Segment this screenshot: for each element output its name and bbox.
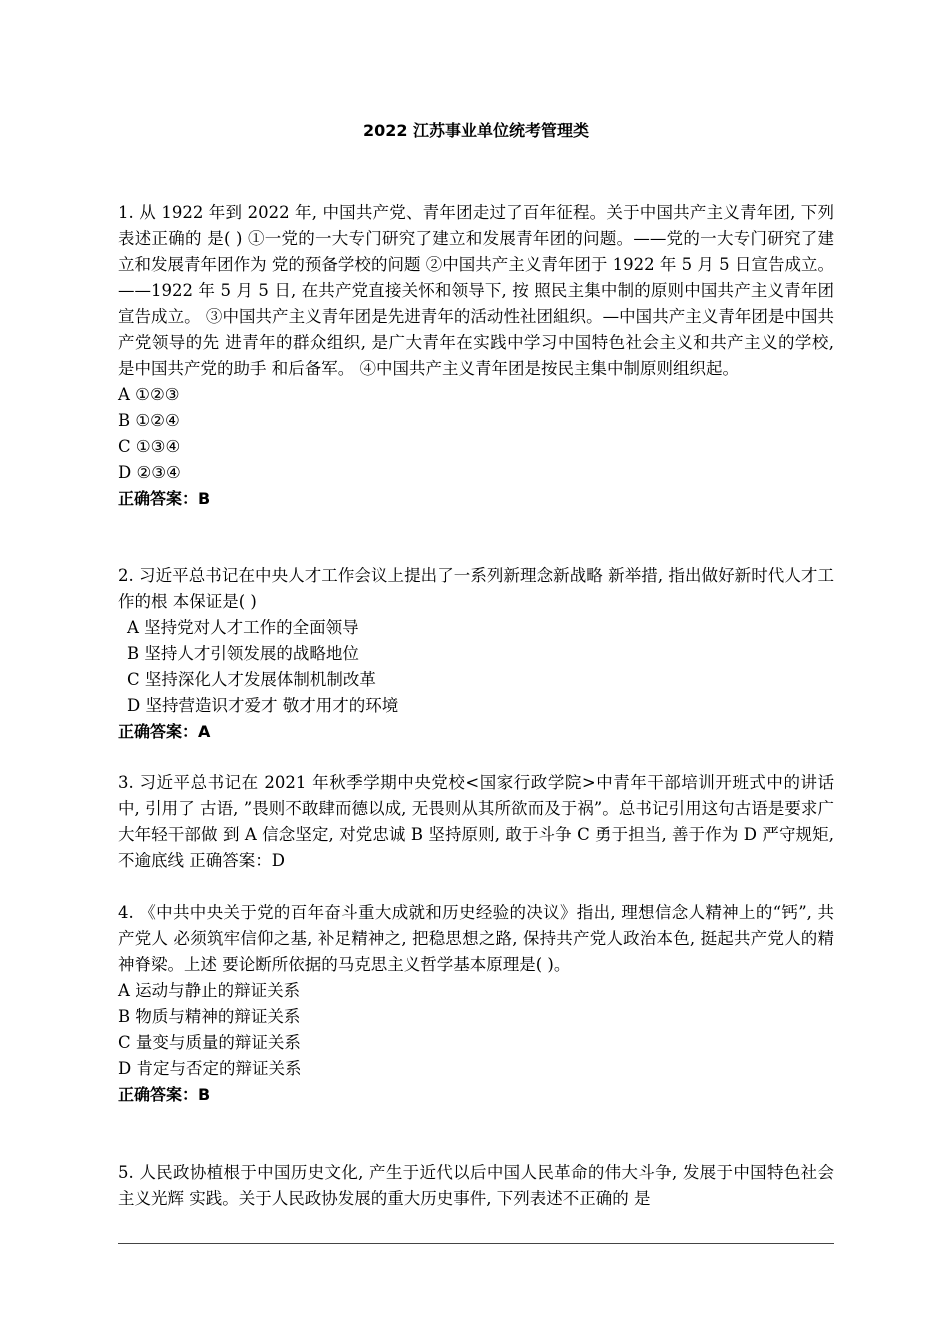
question-2-option-a: A 坚持党对人才工作的全面领导 [127,618,359,637]
question-5 [118,1160,834,1212]
document-page [118,0,834,1344]
question-1-option-c: C ①③④ [118,437,181,456]
question-2-stem: 2. 习近平总书记在中央人才工作会议上提出了一系列新理念新战略 新举措, 指出做好新时代人才工作的根 本保证是( ) [118,566,834,611]
question-3 [118,770,834,874]
question-4-option-b: B 物质与精神的辩证关系 [118,1007,301,1026]
question-3-stem: 3. 习近平总书记在 2021 年秋季学期中央党校<国家行政学院>中青年干部培训开班式中的讲话中, 引用了 古语, ”畏则不敢肆而德以成, 无畏则从其所欲而及于祸”。总书记引用这句古语是要求广大年轻干部做 到 A 信念坚定, 对党忠诚 B 坚持原则, 敢于斗争 C 勇于担当, 善于作为 D 严守规矩, 不逾底线 正确答案：D [118,773,834,870]
question-1-answer: 正确答案：B [118,489,211,508]
question-4-option-c: C 量变与质量的辩证关系 [118,1033,301,1052]
footer-divider [118,1243,834,1244]
question-1-option-a: A ①②③ [118,385,180,404]
question-4-answer: 正确答案：B [118,1085,211,1104]
question-1-stem: 1. 从 1922 年到 2022 年, 中国共产党、青年团走过了百年征程。关于中国共产主义青年团, 下列表述正确的 是( ) ①一党的一大专门研究了建立和发展青年团的问题。——党的一大专门研究了建立和发展青年团作为 党的预备学校的问题 ②中国共产主义青年团于 1922 年 5 月 5 日宣告成立。——1922 年 5 月 5 日, 在共产党直接关怀和领导下, 按 照民主集中制的原则中国共产主义青年团宣告成立。 ③中国共产主义青年团是先进青年的活动性社团組织。—中国共产主义青年团是中国共产党领导的先 进青年的群众组织, 是广大青年在实践中学习中国特色社会主义和共产主义的学校, 是中国共产党的助手 和后备军。 ④中国共产主义青年团是按民主集中制原则组织起。 [118,203,834,378]
question-1-option-b: B ①②④ [118,411,180,430]
question-4-option-d: D 肯定与否定的辩证关系 [118,1059,302,1078]
question-5-stem: 5. 人民政协植根于中国历史文化, 产生于近代以后中国人民革命的伟大斗争, 发展于中国特色社会主义光辉 实践。关于人民政协发展的重大历史事件, 下列表述不正确的 是 [118,1163,834,1208]
question-2-option-c: C 坚持深化人才发展体制机制改革 [127,670,376,689]
question-4-stem: 4. 《中共中央关于党的百年奋斗重大成就和历史经验的决议》指出, 理想信念人精神上的“钙”, 共产党人 必须筑牢信仰之基, 补足精神之, 把稳思想之路, 保持共产党人政治本色, 挺起共产党人的精神脊梁。上述 要论断所依据的马克思主义哲学基本原理是( )。 [118,903,834,974]
question-4 [118,900,834,1108]
question-2 [118,563,834,745]
question-1-option-d: D ②③④ [118,463,181,482]
question-4-option-a: A 运动与静止的辩证关系 [118,981,301,1000]
document-title: 2022 江苏事业单位统考管理类 [362,121,590,140]
question-1 [118,200,834,512]
question-2-option-b: B 坚持人才引领发展的战略地位 [127,644,359,663]
question-2-answer: 正确答案：A [118,722,211,741]
question-2-option-d: D 坚持营造识才爱才 敬才用才的环境 [127,696,399,715]
